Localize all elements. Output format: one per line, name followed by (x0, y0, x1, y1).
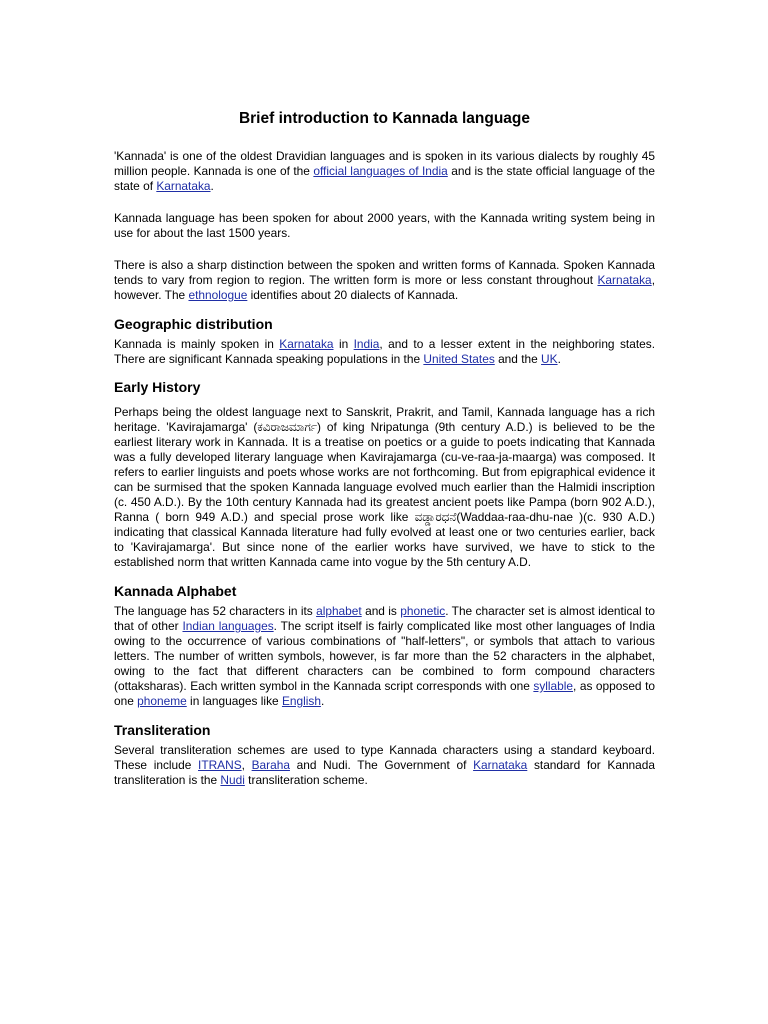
heading-early-history: Early History (114, 379, 201, 395)
geo-paragraph (114, 337, 655, 367)
link-phonetic[interactable]: phonetic (400, 604, 446, 618)
text-span: , however. The (114, 273, 655, 302)
heading-kannada-alphabet: Kannada Alphabet (114, 583, 237, 599)
link-india[interactable]: India (353, 337, 380, 351)
link-alphabet[interactable]: alphabet (316, 604, 362, 618)
link-uk[interactable]: UK (541, 352, 558, 366)
link-indian-languages[interactable]: Indian languages (182, 619, 274, 633)
text-span: standard for Kannada transliteration is the (114, 758, 656, 787)
text-span: Several transliteration schemes are used to type Kannada characters using a standard keyboard. These include (114, 743, 655, 772)
intro-paragraph-1 (114, 149, 655, 194)
text-span: , (241, 758, 252, 772)
text-span: , and to a lesser extent in the neighboring states. There are significant Kannada speaking populations in the (114, 337, 655, 366)
text-span: transliteration scheme. (244, 773, 368, 787)
intro-paragraph-2: Kannada language has been spoken for about 2000 years, with the Kannada writing system being in use for about the last 1500 years. (114, 211, 655, 240)
heading-transliteration: Transliteration (114, 722, 211, 738)
heading-geographic-distribution: Geographic distribution (114, 316, 273, 332)
link-itrans[interactable]: ITRANS (198, 758, 242, 772)
section-early-history (114, 379, 655, 570)
text-span: and is the state official language of the state of (114, 164, 655, 193)
text-span: in languages like (186, 694, 282, 708)
text-span: identifies about 20 dialects of Kannada. (247, 288, 459, 302)
intro-paragraph-3 (114, 258, 655, 303)
link-karnataka[interactable]: Karnataka (279, 337, 334, 351)
link-official-languages-of-india[interactable]: official languages of India (313, 164, 448, 178)
link-phoneme[interactable]: phoneme (137, 694, 187, 708)
text-span: and the (494, 352, 542, 366)
link-karnataka[interactable]: Karnataka (597, 273, 652, 287)
alphabet-paragraph (114, 604, 655, 709)
text-span: . (210, 179, 214, 193)
early-history-paragraph: Perhaps being the oldest language next to Sanskrit, Prakrit, and Tamil, Kannada language has a rich heritage. 'Kavirajamarga' (ಕವಿರಾಜಮಾರ್ಗ) of king Nripatunga (9th century A.D.) is believed to be the earliest literary work in Kannada. It is a treatise on poetics or a guide to poets indicating that Kannada was a fully developed literary language when Kavirajamarga (cu-ve-raa-ja-maarga) was composed. It refers to earlier linguists and poets whose works are not forthcoming. But from epigraphical evidence it can be surmised that the spoken Kannada language evolved much earlier than the Halmidi inscription (c. 450 A.D.). By the 10th century Kannada had its greatest ancient poets like Pampa (born 902 A.D.), Ranna ( born 949 A.D.) and special prose work like ವಡ್ಡಾರಧನೆ(Waddaa-raa-dhu-nae )(c. 930 A.D.) indicating that classical Kannada literature had fully evolved at least one or two centuries earlier, back to 'Kavirajamarga'. But since none of the earlier works have survived, we have to stick to the established norm that written Kannada came into vogue by the 5th century A.D. (114, 405, 655, 569)
text-span: and is (361, 604, 401, 618)
text-span: . (557, 352, 561, 366)
link-baraha[interactable]: Baraha (251, 758, 290, 772)
text-span: and Nudi. The Government of (289, 758, 474, 772)
link-ethnologue[interactable]: ethnologue (188, 288, 248, 302)
text-span: There is also a sharp distinction between the spoken and written forms of Kannada. Spoken Kannada tends to vary from region to region. The written form is more or less constant throughout (114, 258, 655, 287)
document-body (114, 110, 655, 788)
text-span: in (333, 337, 354, 351)
text-span: The language has 52 characters in its (114, 604, 317, 618)
link-karnataka[interactable]: Karnataka (473, 758, 528, 772)
text-span: . The script itself is fairly complicated like most other languages of India owing to the occurrence of various combinations of "half-letters", or symbols that attach to various letters. The number of written symbols, however, is far more than the 52 characters in the alphabet, owing to the fact that different characters can be combined to form compound characters (ottaksharas). Each written symbol in the Kannada script corresponds with one (114, 619, 655, 693)
page-title: Brief introduction to Kannada language (238, 110, 531, 127)
link-karnataka[interactable]: Karnataka (156, 179, 211, 193)
text-span: Kannada is mainly spoken in (114, 337, 280, 351)
link-nudi[interactable]: Nudi (220, 773, 245, 787)
link-united-states[interactable]: United States (423, 352, 495, 366)
text-span: . The character set is almost identical to that of other (114, 604, 655, 633)
link-syllable[interactable]: syllable (533, 679, 574, 693)
text-span: 'Kannada' is one of the oldest Dravidian languages and is spoken in its various dialects by roughly 45 million people. Kannada is one of the (114, 149, 655, 178)
transliteration-paragraph (114, 743, 655, 788)
link-english[interactable]: English (281, 694, 321, 708)
text-span: , as opposed to one (114, 679, 655, 708)
text-span: . (320, 694, 325, 708)
